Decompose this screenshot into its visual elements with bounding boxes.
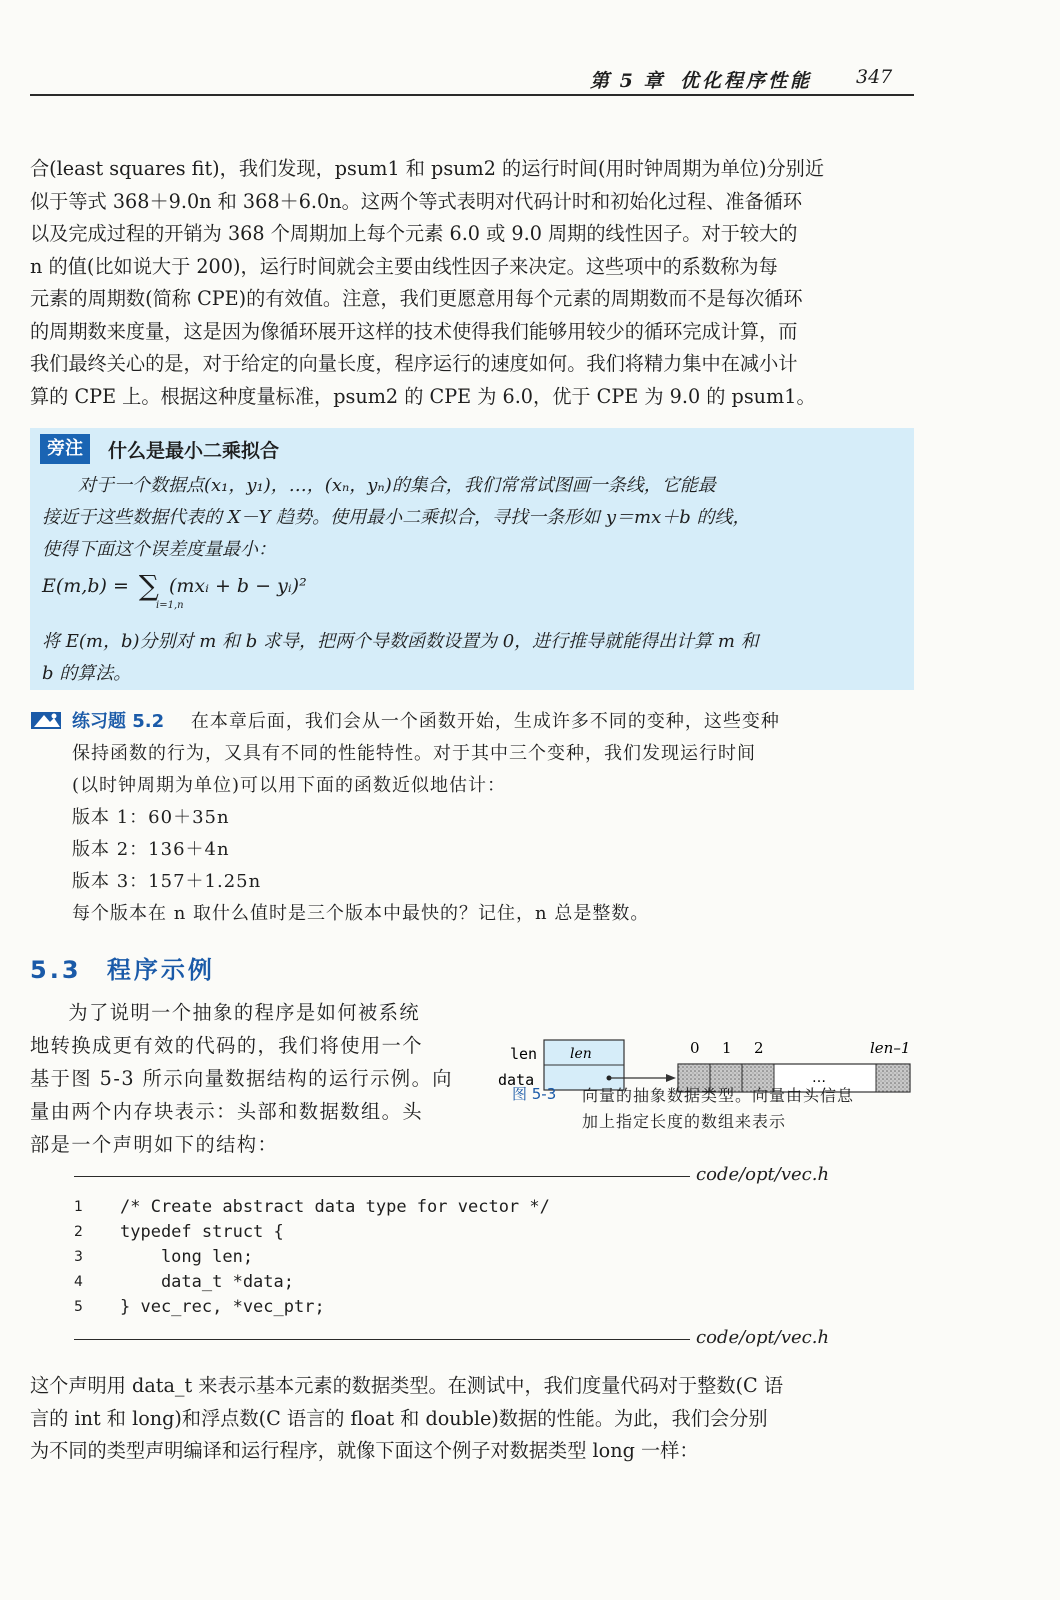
- text-line: 以及完成过程的开销为 368 个周期加上每个元素 6.0 或 9.0 周期的线性因子。对于较大的: [30, 222, 798, 245]
- intro-paragraph: [30, 153, 914, 413]
- exercise-icon: [30, 709, 64, 731]
- text-line: 似于等式 368＋9.0n 和 368＋6.0n。这两个等式表明对代码计时和初始化过程、准备循环: [30, 189, 803, 213]
- aside-paragraph-2: [42, 626, 902, 690]
- code-line: [74, 1270, 550, 1295]
- cell-len: len: [570, 1046, 592, 1062]
- text-line: 对于一个数据点(x₁，y₁)，…，(xₙ，yₙ)的集合，我们常常试图画一条线，它能最: [78, 475, 716, 496]
- aside-paragraph: [42, 470, 902, 566]
- code-filename-top: code/opt/vec.h: [696, 1164, 830, 1185]
- aside-box: [30, 428, 914, 690]
- section-number: 5.3: [30, 956, 82, 984]
- line-number: 3: [74, 1249, 83, 1265]
- code-line: [74, 1245, 550, 1270]
- section-title: 程序示例: [106, 956, 215, 984]
- aside-title: 什么是最小二乘拟合: [108, 440, 280, 462]
- line-number: 4: [74, 1274, 83, 1290]
- code-rule-bottom: [74, 1339, 690, 1340]
- text-line: 算的 CPE 上。根据这种度量标准，psum2 的 CPE 为 6.0，优于 CPE 为 9.0 的 psum1。: [30, 384, 816, 408]
- text-line: 言的 int 和 long)和浮点数(C 语言的 float 和 double)数据的性能。为此，我们会分别: [30, 1406, 768, 1430]
- caption-line: 向量的抽象数据类型。向量由头信息: [582, 1086, 855, 1105]
- index-last: len–1: [870, 1039, 911, 1057]
- ellipsis: …: [812, 1070, 826, 1086]
- code-line: [74, 1220, 550, 1245]
- version-1: 版本 1：60＋35n: [72, 807, 230, 828]
- text-line: 的周期数来度量，这是因为像循环展开这样的技术使得我们能够用较少的循环完成计算，而: [30, 319, 798, 343]
- sum-subscript: i=1,n: [156, 600, 184, 611]
- code-line: [74, 1295, 550, 1320]
- tail-paragraph: [30, 1370, 914, 1468]
- chapter-label: 第 5 章: [590, 70, 665, 92]
- text-line: 元素的周期数(简称 CPE)的有效值。注意，我们更愿意用每个元素的周期数而不是每次循环: [30, 287, 803, 310]
- line-number: 1: [74, 1199, 83, 1215]
- text-line: 合(least squares fit)，我们发现，psum1 和 psum2 的运行时间(用时钟周期为单位)分别近: [30, 157, 825, 180]
- chapter-title: 优化程序性能: [680, 70, 813, 92]
- text-line: b 的算法。: [42, 663, 132, 684]
- figure-caption: [582, 1083, 902, 1135]
- code-text: } vec_rec, *vec_ptr;: [120, 1297, 325, 1317]
- text-line: 为不同的类型声明编译和运行程序，就像下面这个例子对数据类型 long 一样：: [30, 1439, 699, 1462]
- running-head: [30, 62, 914, 96]
- text-line: 地转换成更有效的代码的，我们将使用一个: [30, 1034, 424, 1057]
- formula: [42, 566, 307, 616]
- aside-tag: 旁注: [40, 434, 90, 464]
- text-line: 我们最终关心的是，对于给定的向量长度，程序运行的速度如何。我们将精力集中在减小计: [30, 352, 798, 375]
- text-line: 将 E(m，b)分别对 m 和 b 求导，把两个导数函数设置为 0，进行推导就能得出计算 m 和: [42, 631, 759, 652]
- version-2: 版本 2：136＋4n: [72, 839, 230, 860]
- code-filename-bottom: code/opt/vec.h: [696, 1327, 830, 1348]
- body-paragraph: [30, 996, 474, 1161]
- index-1: 1: [722, 1039, 732, 1057]
- formula-rhs: (mxᵢ + b − yᵢ)²: [168, 575, 307, 597]
- text-line: 每个版本在 n 取什么值时是三个版本中最快的？记住，n 总是整数。: [72, 903, 650, 924]
- line-number: 5: [74, 1299, 83, 1315]
- text-line: n 的值(比如说大于 200)，运行时间就会主要由线性因子来决定。这些项中的系数称为每: [30, 254, 778, 278]
- exercise-label: 练习题 5.2: [72, 711, 165, 732]
- label-data: data: [498, 1071, 535, 1089]
- exercise-block: [72, 706, 914, 930]
- text-line: 保持函数的行为，又具有不同的性能特性。对于其中三个变种，我们发现运行时间: [72, 743, 756, 764]
- page-number: 347: [856, 66, 893, 88]
- caption-line: 加上指定长度的数组来表示: [582, 1112, 787, 1131]
- text-line: 为了说明一个抽象的程序是如何被系统: [68, 1001, 421, 1024]
- text-line: (以时钟周期为单位)可以用下面的函数近似地估计：: [72, 775, 507, 796]
- code-text: /* Create abstract data type for vector */: [120, 1197, 550, 1217]
- text-line: 接近于这些数据代表的 X－Y 趋势。使用最小二乘拟合，寻找一条形如 y＝mx＋b 的线，: [42, 507, 751, 528]
- label-len: len: [510, 1045, 538, 1063]
- text-line: 这个声明用 data_t 来表示基本元素的数据类型。在测试中，我们度量代码对于整数(C 语: [30, 1374, 784, 1397]
- text-line: 使得下面这个误差度量最小：: [42, 539, 276, 560]
- text-line: 部是一个声明如下的结构：: [30, 1133, 279, 1156]
- code-text: long len;: [120, 1247, 254, 1267]
- text-line: 量由两个内存块表示：头部和数据数组。头: [30, 1100, 424, 1123]
- index-2: 2: [754, 1039, 764, 1057]
- code-listing: [74, 1195, 550, 1320]
- line-number: 2: [74, 1224, 83, 1240]
- text-line: 在本章后面，我们会从一个函数开始，生成许多不同的变种，这些变种: [190, 711, 780, 732]
- version-3: 版本 3：157＋1.25n: [72, 871, 262, 892]
- figure-number: 图 5-3: [512, 1085, 557, 1103]
- section-heading: [30, 950, 215, 985]
- code-line: [74, 1195, 550, 1220]
- code-rule-top: [74, 1176, 690, 1177]
- text-line: 基于图 5-3 所示向量数据结构的运行示例。向: [30, 1067, 453, 1090]
- code-text: data_t *data;: [120, 1272, 294, 1292]
- formula-lhs: E(m,b) =: [42, 575, 129, 597]
- sum-symbol: ∑: [138, 569, 159, 602]
- code-text: typedef struct {: [120, 1222, 284, 1242]
- index-0: 0: [690, 1039, 700, 1057]
